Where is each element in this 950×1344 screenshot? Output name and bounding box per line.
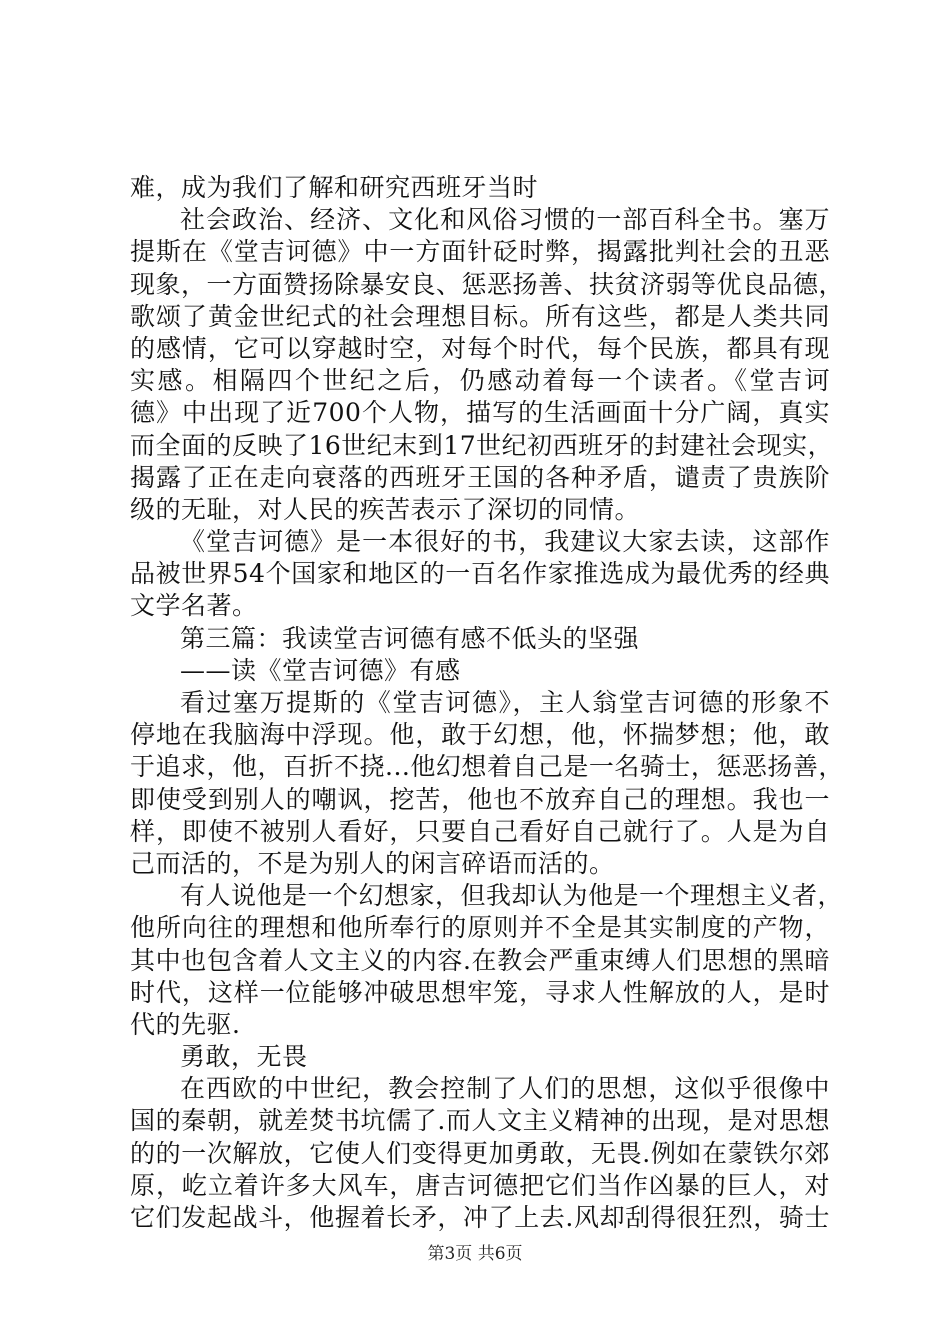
document-body (130, 172, 845, 1234)
text-line: 的感情，它可以穿越时空，对每个时代，每个民族，都具有现 (130, 333, 830, 363)
text-line: 而全面的反映了16世纪末到17世纪初西班牙的封建社会现实， (130, 430, 834, 460)
text-line: 他所向往的理想和他所奉行的原则并不全是其实制度的产物， (130, 913, 830, 943)
text-line: 提斯在《堂吉诃德》中一方面针砭时弊，揭露批判社会的丑恶 (130, 237, 830, 267)
page-number-label: 第3页 共6页 (427, 1244, 523, 1264)
text-line: 代的先驱. (130, 1009, 241, 1039)
text-line: 在西欧的中世纪，教会控制了人们的思想，这似乎很像中 (180, 1074, 830, 1104)
text-line: 文学名著。 (130, 591, 258, 621)
text-line: 的的一次解放，它使人们变得更加勇敢，无畏.例如在蒙铁尔郊 (130, 1138, 830, 1168)
text-line: 级的无耻，对人民的疾苦表示了深切的同情。 (130, 494, 641, 524)
text-line: 原，屹立着许多大风车，唐吉诃德把它们当作凶暴的巨人，对 (130, 1170, 830, 1200)
text-line: 时代，这样一位能够冲破思想牢笼，寻求人性解放的人，是时 (130, 977, 830, 1007)
text-line: 德》中出现了近700个人物，描写的生活画面十分广阔，真实 (130, 398, 830, 428)
text-line: ——读《堂吉诃德》有感 (180, 655, 461, 685)
text-line: 其中也包含着人文主义的内容.在教会严重束缚人们思想的黑暗 (130, 945, 830, 975)
text-line: 国的秦朝，就差焚书坑儒了.而人文主义精神的出现，是对思想 (130, 1106, 830, 1136)
text-line: 看过塞万提斯的《堂吉诃德》，主人翁堂吉诃德的形象不 (180, 688, 830, 717)
text-line: 社会政治、经济、文化和风俗习惯的一部百科全书。塞万 (180, 205, 830, 235)
text-line: 即使受到别人的嘲讽，挖苦，他也不放弃自己的理想。我也一 (130, 784, 830, 814)
text-line: 现象，一方面赞扬除暴安良、惩恶扬善、扶贫济弱等优良品德， (130, 269, 845, 299)
text-line: 揭露了正在走向衰落的西班牙王国的各种矛盾，谴责了贵族阶 (130, 462, 830, 492)
text-line: 样，即使不被别人看好，只要自己看好自己就行了。人是为自 (130, 816, 830, 846)
text-line: 它们发起战斗，他握着长矛，冲了上去.风却刮得很狂烈，骑士 (130, 1203, 830, 1232)
text-line: 有人说他是一个幻想家，但我却认为他是一个理想主义者， (180, 881, 844, 911)
text-line: 第三篇：我读堂吉诃德有感不低头的坚强 (180, 623, 640, 653)
text-line: 难，成为我们了解和研究西班牙当时 (130, 173, 539, 202)
text-line: 品被世界54个国家和地区的一百名作家推选成为最优秀的经典 (130, 559, 830, 589)
page-footer (0, 1243, 950, 1265)
text-line: 实感。相隔四个世纪之后，仍感动着每一个读者。《堂吉诃 (130, 366, 830, 396)
text-line: 己而活的，不是为别人的闲言碎语而活的。 (130, 848, 615, 878)
text-line: 于追求，他，百折不挠...他幻想着自己是一名骑士，惩恶扬善， (130, 752, 844, 782)
text-line: 《堂吉诃德》是一本很好的书，我建议大家去读，这部作 (180, 527, 830, 557)
text-line: 勇敢，无畏 (180, 1042, 308, 1072)
text-line: 歌颂了黄金世纪式的社会理想目标。所有这些，都是人类共同 (130, 301, 830, 331)
text-line: 停地在我脑海中浮现。他，敢于幻想，他，怀揣梦想；他，敢 (130, 720, 830, 750)
